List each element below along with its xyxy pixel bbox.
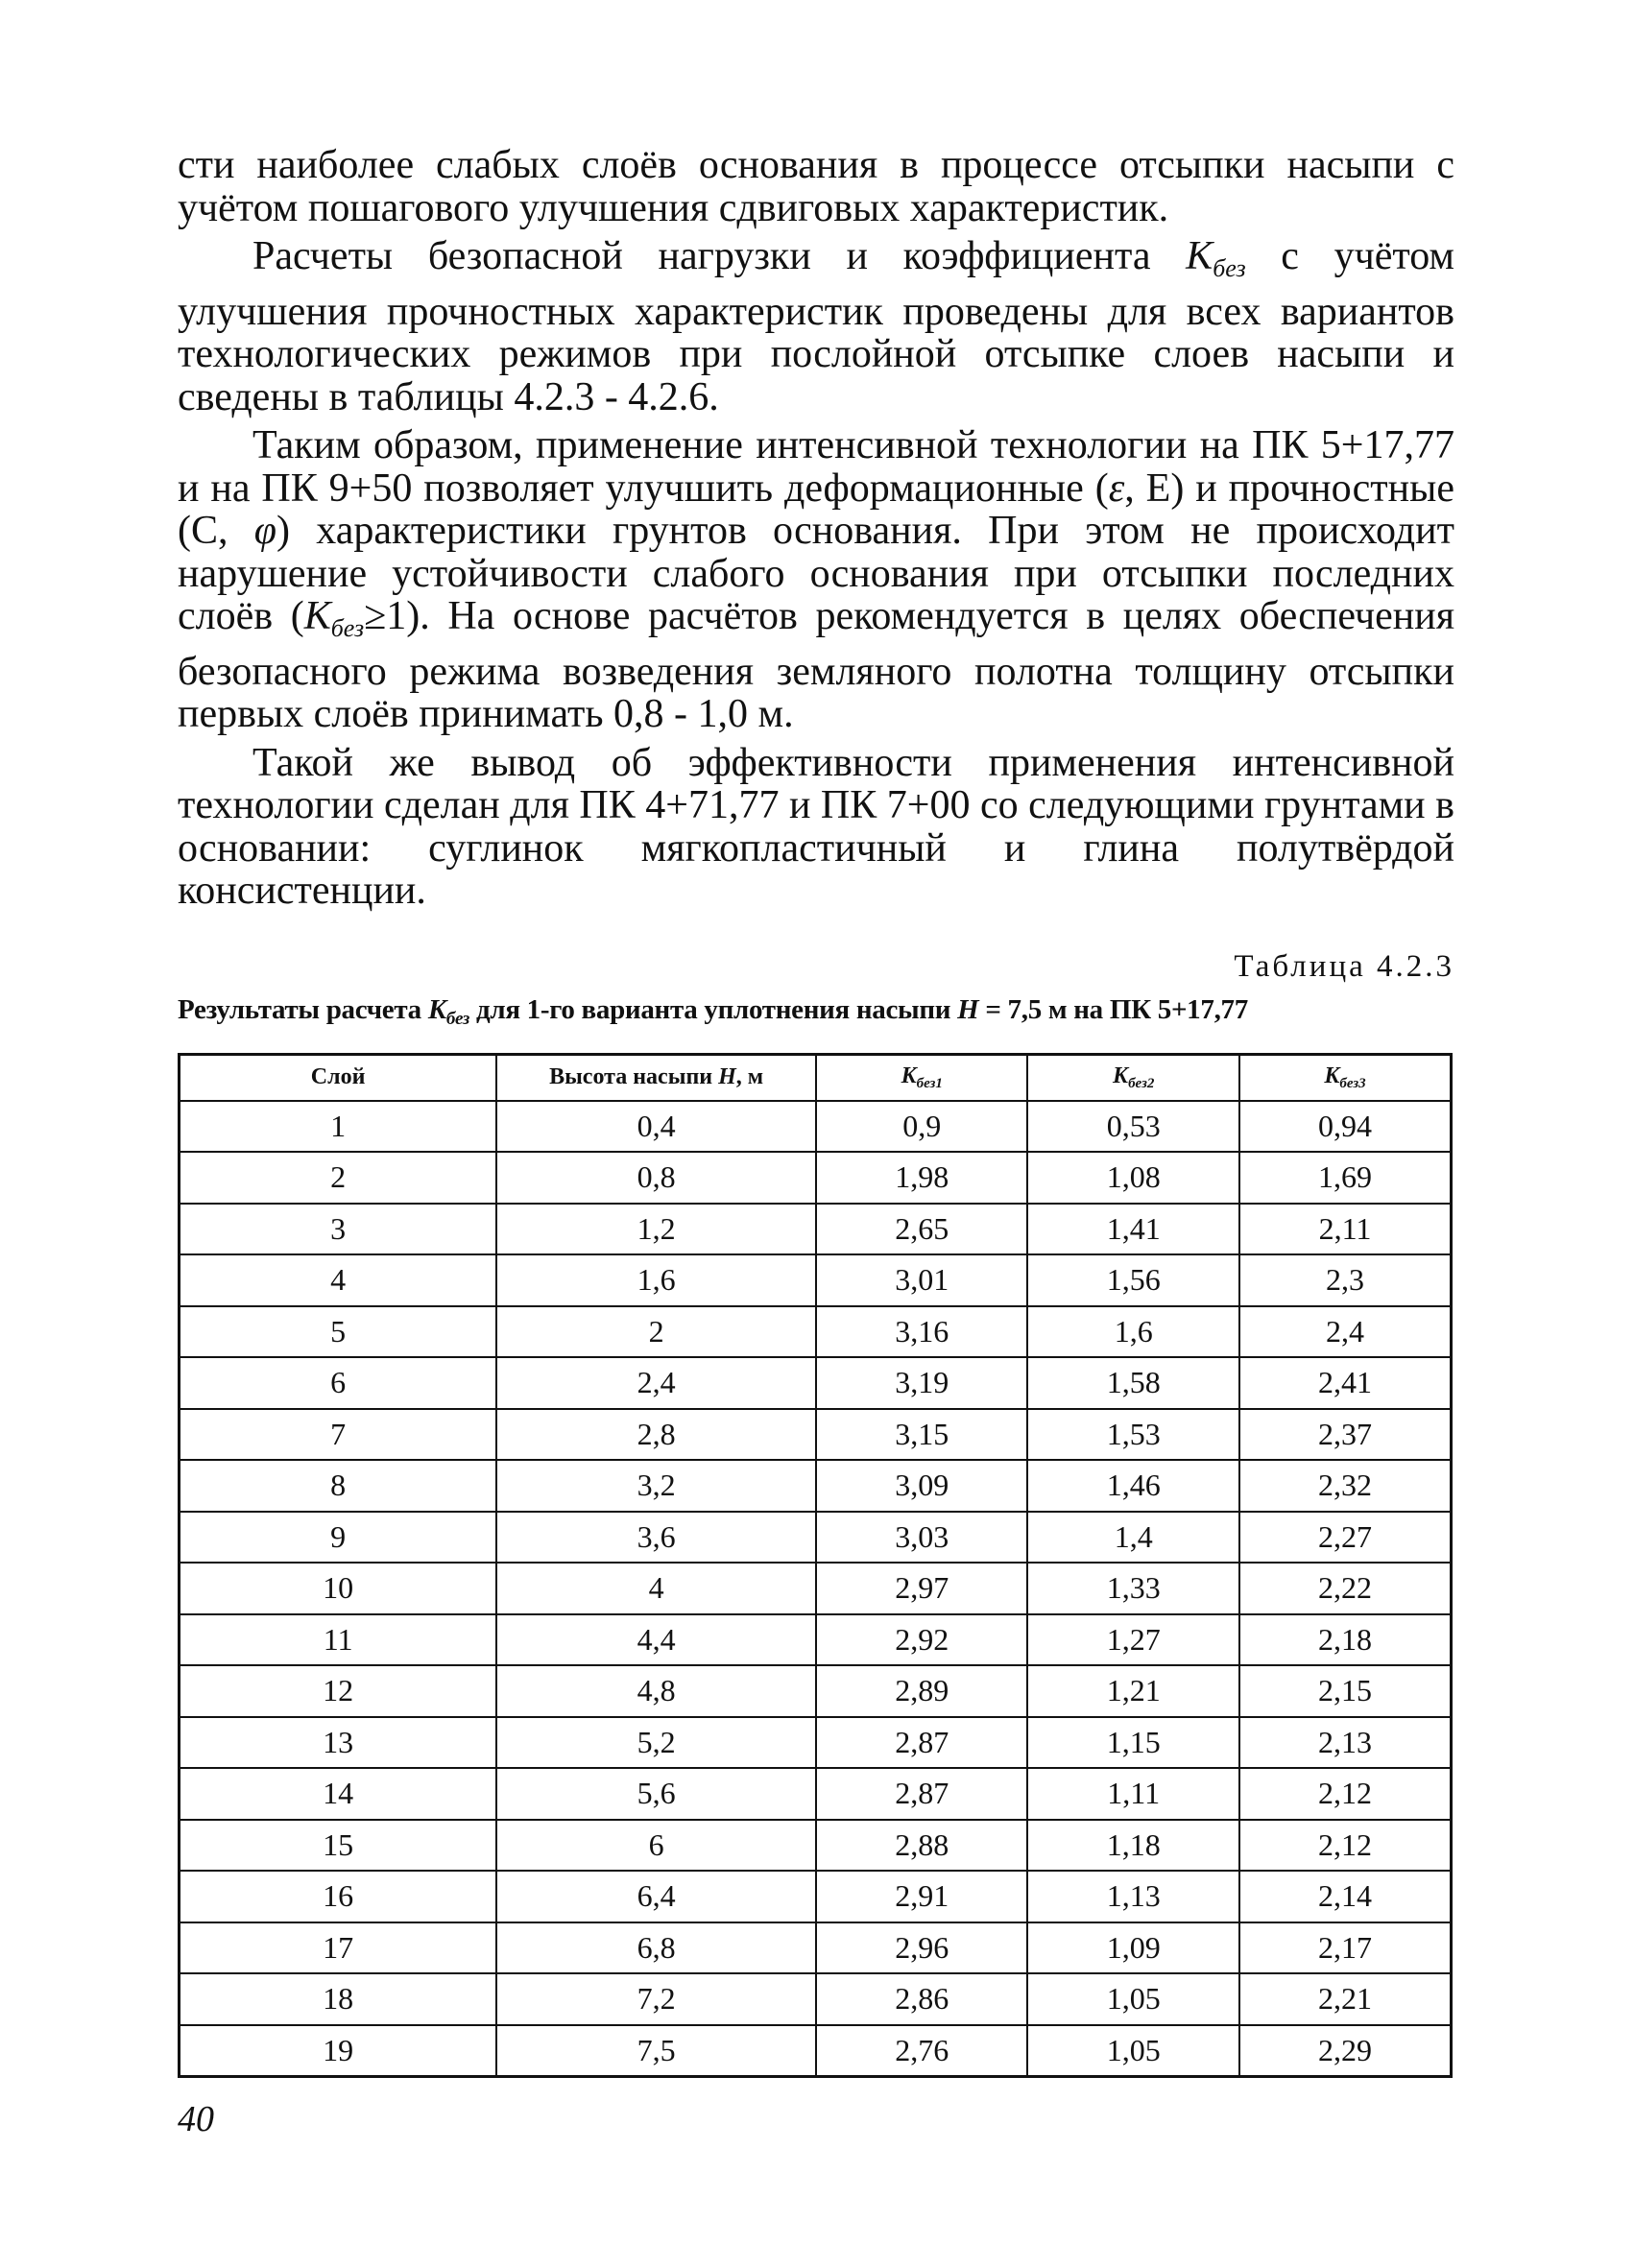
results-table (178, 1053, 1453, 2079)
cell-k1: 2,87 (816, 1717, 1027, 1769)
table-row (180, 1717, 1452, 1769)
cell-k3: 2,37 (1239, 1409, 1452, 1461)
cell-k1: 2,87 (816, 1768, 1027, 1820)
caption-text-a: Результаты расчета (178, 993, 428, 1025)
cell-k3: 2,3 (1239, 1254, 1452, 1306)
table-row (180, 1563, 1452, 1614)
cell-height: 5,6 (496, 1768, 816, 1820)
header-k2-symbol (1113, 1062, 1155, 1091)
cell-k3: 2,21 (1239, 1973, 1452, 2025)
header-height-text-b: , м (735, 1064, 764, 1089)
cell-k2: 1,58 (1027, 1357, 1238, 1409)
cell-height: 0,8 (496, 1152, 816, 1204)
paragraph-conclusion (178, 424, 1454, 736)
cell-k3: 2,15 (1239, 1665, 1452, 1717)
cell-k1: 2,92 (816, 1614, 1027, 1666)
caption-k-symbol (427, 993, 470, 1029)
k-safety-subscript-2: без (330, 614, 365, 642)
cell-height: 6,4 (496, 1871, 816, 1922)
cell-height: 2,4 (496, 1357, 816, 1409)
cell-height: 3,6 (496, 1512, 816, 1564)
cell-k2: 1,6 (1027, 1306, 1238, 1358)
cell-k1: 3,19 (816, 1357, 1027, 1409)
cell-height: 4,8 (496, 1665, 816, 1717)
caption-k-subscript: без (445, 1008, 470, 1029)
cell-k3: 0,94 (1239, 1101, 1452, 1153)
cell-k2: 1,46 (1027, 1460, 1238, 1512)
cell-k1: 1,98 (816, 1152, 1027, 1204)
table-header-row (180, 1054, 1452, 1101)
caption-text-c: = 7,5 м на ПК 5+17,77 (978, 993, 1248, 1025)
paragraph-3-text-d: ). На основе расчётов рекомендуется в целях обеспечения безопасного режима возведения земляного полотна толщину отсыпки первых слоёв принимать 0,8 - 1,0 м. (178, 594, 1455, 736)
cell-k2: 1,56 (1027, 1254, 1238, 1306)
cell-height: 3,2 (496, 1460, 816, 1512)
cell-k1: 2,97 (816, 1563, 1027, 1614)
header-k2-letter: K (1113, 1062, 1129, 1088)
header-height-h: H (718, 1064, 736, 1089)
cell-height: 1,6 (496, 1254, 816, 1306)
cell-k3: 2,12 (1239, 1768, 1452, 1820)
header-layer: Слой (180, 1054, 497, 1101)
table-row (180, 1820, 1452, 1872)
header-height (496, 1054, 816, 1101)
cell-k1: 2,96 (816, 1922, 1027, 1974)
cell-k1: 2,76 (816, 2025, 1027, 2077)
cell-k2: 1,18 (1027, 1820, 1238, 1872)
cell-layer: 16 (180, 1871, 497, 1922)
cell-k2: 1,15 (1027, 1717, 1238, 1769)
caption-h-symbol: H (957, 993, 979, 1025)
cell-layer: 9 (180, 1512, 497, 1564)
paragraph-3-text-a: Таким образом, применение интенсивной технологии на ПК 5+17,77 и на ПК 9+50 позволяет улучшить деформационные ( (178, 423, 1454, 511)
cell-layer: 8 (180, 1460, 497, 1512)
cell-k1: 3,09 (816, 1460, 1027, 1512)
cell-layer: 15 (180, 1820, 497, 1872)
cell-height: 0,4 (496, 1101, 816, 1153)
cell-layer: 11 (180, 1614, 497, 1666)
table-row (180, 1614, 1452, 1666)
cell-layer: 19 (180, 2025, 497, 2077)
cell-k2: 1,33 (1027, 1563, 1238, 1614)
cell-k1: 2,88 (816, 1820, 1027, 1872)
table-label: Таблица 4.2.3 (1234, 948, 1454, 984)
cell-k1: 0,9 (816, 1101, 1027, 1153)
cell-k3: 2,32 (1239, 1460, 1452, 1512)
page-content (178, 144, 1454, 2078)
cell-height: 1,2 (496, 1204, 816, 1255)
caption-text-b: для 1-го варианта уплотнения насыпи (469, 993, 958, 1025)
cell-height: 7,5 (496, 2025, 816, 2077)
paragraph-1-text: сти наиболее слабых слоёв основания в процессе отсыпки насыпи с учётом пошагового улучшения сдвиговых характеристик. (178, 143, 1454, 230)
epsilon-symbol: ε (1108, 466, 1125, 511)
k-safety-subscript: без (1213, 254, 1246, 282)
cell-k3: 2,17 (1239, 1922, 1452, 1974)
cell-k3: 2,41 (1239, 1357, 1452, 1409)
cell-k1: 3,01 (816, 1254, 1027, 1306)
cell-k3: 2,18 (1239, 1614, 1452, 1666)
safety-condition: ≥1 (364, 594, 407, 638)
cell-k2: 1,53 (1027, 1409, 1238, 1461)
cell-layer: 6 (180, 1357, 497, 1409)
cell-layer: 2 (180, 1152, 497, 1204)
header-k3-letter: K (1324, 1062, 1340, 1088)
phi-symbol: φ (253, 509, 277, 553)
cell-k3: 2,12 (1239, 1820, 1452, 1872)
cell-layer: 13 (180, 1717, 497, 1769)
paragraph-2-text-b: с учётом улучшения прочностных характеристик проведены для всех вариантов технологических режимов при послойной отсыпке слоев насыпи и сведены в таблицы 4.2.3 - 4.2.6. (178, 234, 1454, 419)
table-row (180, 1409, 1452, 1461)
header-k1-symbol (901, 1062, 943, 1091)
cell-layer: 18 (180, 1973, 497, 2025)
cell-height: 5,2 (496, 1717, 816, 1769)
cell-k3: 2,4 (1239, 1306, 1452, 1358)
cell-height: 6 (496, 1820, 816, 1872)
header-k1-subscript: без1 (916, 1075, 943, 1091)
header-k2-subscript: без2 (1128, 1075, 1155, 1091)
header-k1 (816, 1054, 1027, 1101)
cell-k3: 2,27 (1239, 1512, 1452, 1564)
cell-k1: 3,16 (816, 1306, 1027, 1358)
table-row (180, 1101, 1452, 1153)
cell-k3: 1,69 (1239, 1152, 1452, 1204)
cell-height: 4,4 (496, 1614, 816, 1666)
cell-k3: 2,11 (1239, 1204, 1452, 1255)
table-row (180, 1768, 1452, 1820)
cell-k2: 1,08 (1027, 1152, 1238, 1204)
cell-k1: 2,86 (816, 1973, 1027, 2025)
cell-k2: 1,41 (1027, 1204, 1238, 1255)
table-row (180, 1204, 1452, 1255)
cell-layer: 3 (180, 1204, 497, 1255)
paragraph-safe-load (178, 235, 1454, 418)
caption-k-letter: K (427, 993, 446, 1025)
k-safety-letter: K (1186, 234, 1213, 278)
cell-height: 2,8 (496, 1409, 816, 1461)
page-number: 40 (178, 2099, 214, 2139)
header-height-text-a: Высота насыпи (549, 1064, 719, 1089)
table-row (180, 1922, 1452, 1974)
cell-height: 6,8 (496, 1922, 816, 1974)
cell-layer: 17 (180, 1922, 497, 1974)
cell-k3: 2,14 (1239, 1871, 1452, 1922)
cell-k2: 1,4 (1027, 1512, 1238, 1564)
table-row (180, 1460, 1452, 1512)
cell-k3: 2,13 (1239, 1717, 1452, 1769)
table-row (180, 1306, 1452, 1358)
table-row (180, 1152, 1452, 1204)
header-k3-symbol (1324, 1062, 1366, 1091)
cell-k3: 2,22 (1239, 1563, 1452, 1614)
table-row (180, 1871, 1452, 1922)
cell-height: 4 (496, 1563, 816, 1614)
cell-k1: 3,15 (816, 1409, 1027, 1461)
paragraph-3-text-b: , E) и прочностные (C, (178, 466, 1454, 553)
cell-layer: 7 (180, 1409, 497, 1461)
table-row (180, 2025, 1452, 2077)
k-safety-symbol-2 (303, 594, 365, 642)
paragraph-3-text-c: ) характеристики грунтов основания. При этом не происходит нарушение устойчивости слабого основания при отсыпки последних слоёв ( (178, 509, 1454, 638)
table-row (180, 1665, 1452, 1717)
table-caption (178, 991, 1454, 1038)
cell-k1: 2,65 (816, 1204, 1027, 1255)
header-k3-subscript: без3 (1339, 1075, 1366, 1091)
cell-k2: 1,11 (1027, 1768, 1238, 1820)
cell-layer: 14 (180, 1768, 497, 1820)
cell-layer: 10 (180, 1563, 497, 1614)
paragraph-other-sections (178, 742, 1454, 913)
paragraph-4-text: Такой же вывод об эффективности применения интенсивной технологии сделан для ПК 4+71,77 и ПК 7+00 со следующими грунтами в основании: суглинок мягкопластичный и глина полутвёрдой консистенции. (178, 740, 1454, 913)
table-row (180, 1254, 1452, 1306)
cell-k2: 1,09 (1027, 1922, 1238, 1974)
table-row (180, 1357, 1452, 1409)
cell-k3: 2,29 (1239, 2025, 1452, 2077)
cell-height: 2 (496, 1306, 816, 1358)
header-k3 (1239, 1054, 1452, 1101)
cell-k2: 1,05 (1027, 1973, 1238, 2025)
paragraph-2-text-a: Расчеты безопасной нагрузки и коэффициента (252, 234, 1187, 278)
paragraph-continuation (178, 144, 1454, 229)
header-k2 (1027, 1054, 1238, 1101)
cell-k1: 2,91 (816, 1871, 1027, 1922)
k-safety-letter-2: K (303, 594, 331, 638)
cell-k2: 1,27 (1027, 1614, 1238, 1666)
header-k1-letter: K (901, 1062, 917, 1088)
cell-layer: 1 (180, 1101, 497, 1153)
cell-k1: 2,89 (816, 1665, 1027, 1717)
table-row (180, 1512, 1452, 1564)
cell-k1: 3,03 (816, 1512, 1027, 1564)
cell-k2: 1,13 (1027, 1871, 1238, 1922)
cell-layer: 5 (180, 1306, 497, 1358)
cell-k2: 0,53 (1027, 1101, 1238, 1153)
cell-layer: 4 (180, 1254, 497, 1306)
cell-layer: 12 (180, 1665, 497, 1717)
cell-k2: 1,21 (1027, 1665, 1238, 1717)
k-safety-symbol (1186, 234, 1246, 282)
table-row (180, 1973, 1452, 2025)
cell-height: 7,2 (496, 1973, 816, 2025)
cell-k2: 1,05 (1027, 2025, 1238, 2077)
